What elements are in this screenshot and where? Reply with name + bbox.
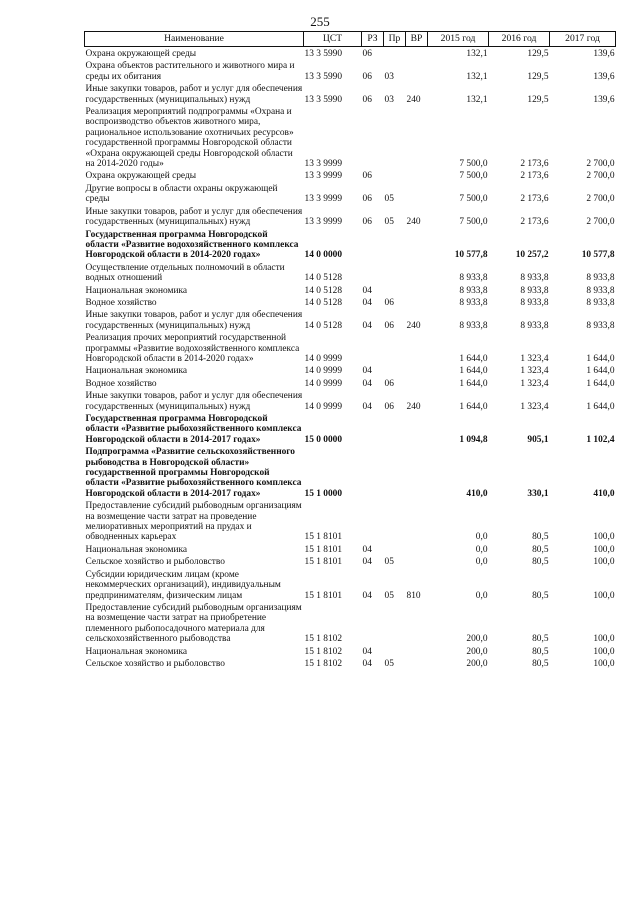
row-cst: 15 1 8102 [304, 634, 342, 645]
row-value-2015: 7 500,0 [459, 194, 488, 205]
row-name: Охрана окружающей среды [85, 171, 197, 182]
header-2017: 2017 год [550, 32, 616, 47]
row-cst: 13 3 9999 [304, 159, 342, 170]
row-value-2016: 905,1 [527, 434, 549, 445]
table-row [85, 331, 616, 364]
row-vr [406, 331, 428, 364]
row-value-2017: 139,6 [593, 94, 615, 105]
row-rz: 06 [362, 171, 372, 182]
row-rz [362, 331, 384, 364]
row-name: Иные закупки товаров, работ и услуг для обеспечения государственных (муниципальных) нужд [85, 206, 303, 228]
row-vr [406, 499, 428, 543]
row-value-2015: 8 933,8 [459, 320, 488, 331]
row-pr [384, 105, 406, 169]
row-pr [384, 445, 406, 499]
header-pr: Пр [384, 32, 406, 47]
table-row [85, 105, 616, 169]
table-row [85, 261, 616, 284]
row-value-2017: 2 700,0 [586, 171, 615, 182]
row-value-2017: 8 933,8 [586, 285, 615, 296]
header-vr: ВР [406, 32, 428, 47]
row-pr [384, 645, 406, 657]
row-value-2017: 2 700,0 [586, 194, 615, 205]
row-value-2017: 2 700,0 [586, 159, 615, 170]
row-cst: 14 0 5128 [304, 297, 342, 308]
row-value-2016: 80,5 [532, 532, 549, 543]
row-vr [406, 284, 428, 296]
row-pr: 06 [384, 401, 394, 412]
row-value-2016: 1 323,4 [520, 378, 549, 389]
row-rz: 06 [362, 94, 372, 105]
row-value-2016: 129,5 [527, 94, 549, 105]
row-vr [406, 601, 428, 645]
row-cst: 15 1 8102 [304, 658, 342, 669]
row-value-2015: 132,1 [466, 94, 488, 105]
header-name: Наименование [85, 32, 304, 47]
row-pr [384, 543, 406, 555]
row-cst: 13 3 9999 [304, 171, 342, 182]
row-rz [362, 601, 384, 645]
row-name: Водное хозяйство [85, 297, 157, 308]
row-cst: 15 1 8101 [304, 590, 342, 601]
page-number: 255 [310, 14, 330, 29]
row-rz [362, 412, 384, 445]
row-vr: 240 [406, 401, 421, 412]
row-cst: 13 3 9999 [304, 194, 342, 205]
row-name: Другие вопросы в области охраны окружающей среды [85, 183, 278, 205]
table-row [85, 296, 616, 308]
row-cst: 15 1 8101 [304, 544, 342, 555]
row-value-2015: 8 933,8 [459, 297, 488, 308]
table-row [85, 601, 616, 645]
row-vr [406, 645, 428, 657]
table-row [85, 182, 616, 205]
row-value-2016: 2 173,6 [520, 194, 549, 205]
row-value-2016: 80,5 [532, 646, 549, 657]
row-cst: 13 3 5990 [304, 94, 342, 105]
row-rz [362, 105, 384, 169]
row-vr [406, 377, 428, 389]
table-row [85, 389, 616, 412]
row-value-2017: 8 933,8 [586, 320, 615, 331]
row-name: Водное хозяйство [85, 378, 157, 389]
table-row [85, 205, 616, 228]
header-cst: ЦСТ [304, 32, 362, 47]
row-value-2015: 410,0 [466, 488, 488, 499]
row-vr [406, 47, 428, 60]
row-cst: 14 0 5128 [304, 285, 342, 296]
row-rz: 06 [362, 217, 372, 228]
row-pr [384, 228, 406, 261]
row-value-2015: 8 933,8 [459, 273, 488, 284]
row-value-2016: 330,1 [527, 488, 549, 499]
table-row [85, 568, 616, 601]
row-value-2016: 8 933,8 [520, 320, 549, 331]
row-value-2015: 1 644,0 [459, 353, 488, 364]
row-pr [384, 169, 406, 181]
row-name: Сельское хозяйство и рыболовство [85, 557, 225, 568]
table-row [85, 657, 616, 669]
row-value-2016: 1 323,4 [520, 353, 549, 364]
row-rz: 06 [362, 49, 372, 59]
row-value-2015: 7 500,0 [459, 217, 488, 228]
table-row [85, 169, 616, 181]
row-name: Охрана объектов растительного и животного мира и среды их обитания [85, 61, 295, 82]
row-vr [406, 59, 428, 82]
row-pr: 06 [384, 297, 394, 308]
row-rz: 04 [362, 557, 372, 568]
row-vr [406, 296, 428, 308]
row-pr [384, 331, 406, 364]
row-name: Национальная экономика [85, 646, 188, 657]
row-cst: 14 0 5128 [304, 273, 342, 284]
row-pr: 05 [384, 217, 394, 228]
row-value-2016: 129,5 [527, 49, 549, 59]
row-name: Сельское хозяйство и рыболовство [85, 658, 225, 669]
row-value-2015: 132,1 [466, 71, 488, 82]
row-pr [384, 499, 406, 543]
row-value-2017: 10 577,8 [581, 250, 615, 261]
row-vr [406, 445, 428, 499]
row-value-2015: 1 644,0 [459, 366, 488, 377]
row-value-2015: 0,0 [475, 557, 488, 568]
row-value-2017: 100,0 [593, 646, 615, 657]
row-cst: 15 0 0000 [304, 434, 342, 445]
row-value-2016: 2 173,6 [520, 217, 549, 228]
row-value-2015: 200,0 [466, 634, 488, 645]
table-row [85, 228, 616, 261]
header-2016: 2016 год [489, 32, 550, 47]
row-value-2017: 100,0 [593, 557, 615, 568]
row-value-2015: 0,0 [475, 590, 488, 601]
table-row [85, 645, 616, 657]
row-name: Национальная экономика [85, 544, 188, 555]
row-name: Подпрограмма «Развитие сельскохозяйственного рыбоводства в Новгородской области» государственной программы Новгородской области «Развитие рыбохозяйственного комплекса Новгородской области в 2014-2017 годах» [85, 447, 302, 499]
row-value-2016: 80,5 [532, 544, 549, 555]
table-row [85, 499, 616, 543]
row-rz [362, 499, 384, 543]
row-name: Предоставление субсидий рыбоводным организациям на возмещение части затрат на приобретение племенного рыбопосадочного материала для сельскохозяйственного рыбоводства [85, 602, 302, 645]
row-cst: 15 1 8101 [304, 557, 342, 568]
row-name: Реализация мероприятий подпрограммы «Охрана и воспроизводство объектов животного мира, рациональное использование охотничьих ресурсов» государственной программы Новгородской области «Охрана окружающей среды Новгородской области на 2014-2020 годы» [85, 107, 294, 170]
row-value-2015: 10 577,8 [454, 250, 488, 261]
row-vr: 240 [406, 320, 421, 331]
row-rz: 06 [362, 71, 372, 82]
row-vr: 240 [406, 217, 421, 228]
row-value-2016: 80,5 [532, 590, 549, 601]
row-pr: 06 [384, 320, 394, 331]
row-value-2016: 80,5 [532, 557, 549, 568]
row-vr [406, 412, 428, 445]
row-pr [384, 601, 406, 645]
row-pr: 06 [384, 378, 394, 389]
row-rz: 04 [362, 285, 372, 296]
row-value-2016: 1 323,4 [520, 401, 549, 412]
row-name: Национальная экономика [85, 366, 188, 377]
row-value-2015: 1 094,8 [459, 434, 488, 445]
row-value-2017: 1 644,0 [586, 366, 615, 377]
row-rz: 04 [362, 401, 372, 412]
row-vr [406, 169, 428, 181]
row-cst: 13 3 5990 [304, 49, 342, 59]
row-cst: 14 0 0000 [304, 250, 342, 261]
row-pr [384, 364, 406, 376]
row-rz: 04 [362, 646, 372, 657]
row-vr [406, 261, 428, 284]
table-row [85, 284, 616, 296]
row-vr [406, 543, 428, 555]
table-header-row [85, 32, 616, 47]
row-value-2017: 139,6 [593, 71, 615, 82]
row-value-2015: 1 644,0 [459, 378, 488, 389]
row-vr [406, 555, 428, 567]
row-value-2015: 132,1 [466, 49, 488, 59]
row-value-2015: 0,0 [475, 544, 488, 555]
row-pr [384, 47, 406, 60]
row-value-2016: 2 173,6 [520, 159, 549, 170]
table-row [85, 543, 616, 555]
row-vr [406, 657, 428, 669]
row-rz [362, 228, 384, 261]
row-pr: 05 [384, 590, 394, 601]
row-value-2015: 0,0 [475, 532, 488, 543]
row-pr: 05 [384, 658, 394, 669]
row-value-2016: 8 933,8 [520, 285, 549, 296]
row-pr [384, 284, 406, 296]
row-value-2017: 1 644,0 [586, 401, 615, 412]
row-value-2017: 139,6 [593, 49, 615, 59]
row-value-2015: 7 500,0 [459, 159, 488, 170]
row-name: Осуществление отдельных полномочий в области водных отношений [85, 262, 285, 284]
row-name: Национальная экономика [85, 285, 188, 296]
row-value-2016: 8 933,8 [520, 297, 549, 308]
row-rz: 04 [362, 297, 372, 308]
table-row [85, 555, 616, 567]
row-name: Охрана окружающей среды [85, 49, 197, 59]
row-rz: 04 [362, 366, 372, 377]
row-name: Предоставление субсидий рыбоводным организациям на возмещение части затрат на проведение мелиоративных мероприятий на прудах и обводненных карьерах [85, 501, 302, 543]
row-vr [406, 105, 428, 169]
row-cst: 14 0 9999 [304, 366, 342, 377]
table-body [85, 47, 616, 670]
row-rz [362, 445, 384, 499]
row-pr [384, 412, 406, 445]
row-value-2015: 1 644,0 [459, 401, 488, 412]
row-cst: 14 0 5128 [304, 320, 342, 331]
table-row [85, 412, 616, 445]
row-value-2017: 1 644,0 [586, 353, 615, 364]
row-cst: 14 0 9999 [304, 378, 342, 389]
row-value-2017: 100,0 [593, 658, 615, 669]
row-name: Иные закупки товаров, работ и услуг для обеспечения государственных (муниципальных) нужд [85, 84, 303, 105]
table-row [85, 59, 616, 82]
row-vr: 240 [406, 94, 421, 105]
row-value-2017: 8 933,8 [586, 273, 615, 284]
row-value-2016: 2 173,6 [520, 171, 549, 182]
row-value-2017: 100,0 [593, 544, 615, 555]
row-value-2016: 80,5 [532, 634, 549, 645]
row-value-2017: 410,0 [593, 488, 615, 499]
row-vr [406, 182, 428, 205]
table-row [85, 445, 616, 499]
row-value-2016: 10 257,2 [515, 250, 549, 261]
row-rz [362, 261, 384, 284]
row-name: Государственная программа Новгородской области «Развитие рыбохозяйственного комплекса Новгородской области в 2014-2017 годах» [85, 414, 302, 445]
row-pr: 03 [384, 94, 394, 105]
row-vr: 810 [406, 590, 421, 601]
row-value-2015: 7 500,0 [459, 171, 488, 182]
row-name: Реализация прочих мероприятий государственной программы «Развитие водохозяйственного комплекса Новгородской области в 2014-2020 годах» [85, 333, 300, 364]
row-rz: 04 [362, 378, 372, 389]
row-cst: 14 0 9999 [304, 353, 342, 364]
row-value-2017: 1 644,0 [586, 378, 615, 389]
row-rz: 04 [362, 658, 372, 669]
row-cst: 15 1 8101 [304, 532, 342, 543]
table-row [85, 364, 616, 376]
row-pr [384, 261, 406, 284]
row-value-2015: 8 933,8 [459, 285, 488, 296]
row-cst: 13 3 9999 [304, 217, 342, 228]
row-value-2017: 8 933,8 [586, 297, 615, 308]
table-row [85, 47, 616, 60]
row-cst: 13 3 5990 [304, 71, 342, 82]
row-value-2016: 80,5 [532, 658, 549, 669]
row-value-2016: 1 323,4 [520, 366, 549, 377]
row-pr: 03 [384, 71, 394, 82]
row-cst: 15 1 8102 [304, 646, 342, 657]
row-rz: 06 [362, 194, 372, 205]
header-rz: РЗ [362, 32, 384, 47]
row-rz: 04 [362, 544, 372, 555]
row-name: Государственная программа Новгородской области «Развитие водохозяйственного комплекса Новгородской области в 2014-2020 годах» [85, 229, 299, 261]
row-value-2017: 1 102,4 [586, 434, 615, 445]
row-vr [406, 364, 428, 376]
row-vr [406, 228, 428, 261]
row-value-2017: 2 700,0 [586, 217, 615, 228]
row-value-2016: 129,5 [527, 71, 549, 82]
table-row [85, 308, 616, 331]
row-value-2015: 200,0 [466, 658, 488, 669]
header-2015: 2015 год [428, 32, 489, 47]
row-pr: 05 [384, 557, 394, 568]
row-value-2015: 200,0 [466, 646, 488, 657]
row-name: Иные закупки товаров, работ и услуг для обеспечения государственных (муниципальных) нужд [85, 310, 303, 331]
row-value-2017: 100,0 [593, 532, 615, 543]
table-row [85, 377, 616, 389]
row-cst: 15 1 0000 [304, 488, 342, 499]
row-value-2016: 8 933,8 [520, 273, 549, 284]
row-name: Субсидии юридическим лицам (кроме некоммерческих организаций), индивидуальным предпринимателям, физическим лицам [85, 569, 281, 601]
row-value-2017: 100,0 [593, 634, 615, 645]
row-value-2017: 100,0 [593, 590, 615, 601]
row-name: Иные закупки товаров, работ и услуг для обеспечения государственных (муниципальных) нужд [85, 391, 303, 412]
row-rz: 04 [362, 320, 372, 331]
budget-table [84, 31, 616, 669]
row-pr: 05 [384, 194, 394, 205]
row-rz: 04 [362, 590, 372, 601]
row-cst: 14 0 9999 [304, 401, 342, 412]
table-row [85, 82, 616, 105]
